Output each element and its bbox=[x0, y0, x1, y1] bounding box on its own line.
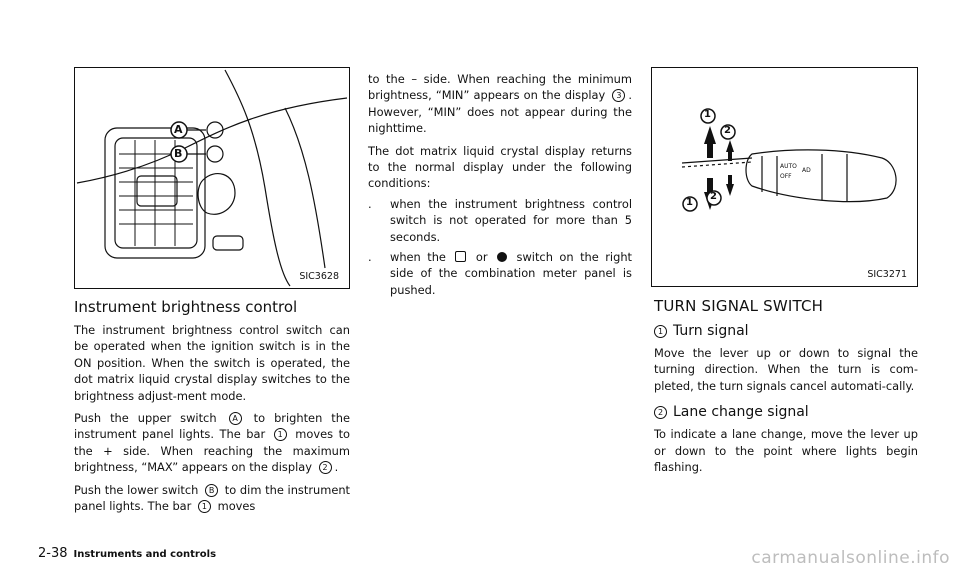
bullet-mark: . bbox=[368, 196, 372, 211]
right-column bbox=[654, 297, 918, 475]
ref-a: A bbox=[229, 412, 242, 425]
middle-column bbox=[368, 71, 632, 298]
section-name: Instruments and controls bbox=[73, 549, 217, 560]
ref-1: 1 bbox=[654, 325, 667, 338]
ref-2: 2 bbox=[319, 461, 332, 474]
bullet-item bbox=[368, 196, 632, 245]
text: Push the lower switch bbox=[74, 482, 199, 497]
figure-turn-signal-lever bbox=[651, 67, 918, 287]
text: to the – side. When reaching the minimum brightness, “MIN” appears on the display bbox=[368, 72, 632, 103]
section-heading: Instrument brightness control bbox=[74, 298, 298, 316]
text: to brighten the instrument panel lights. The bar bbox=[74, 411, 351, 442]
dashboard-illustration bbox=[75, 68, 349, 288]
svg-text:OFF: OFF bbox=[780, 173, 792, 180]
figure-code: SIC3271 bbox=[867, 269, 907, 280]
bullet-text: when the instrument brightness control switch is not operated for more than 5 seconds. bbox=[390, 196, 632, 244]
figure-brightness-switch bbox=[74, 67, 350, 289]
callout-a: A bbox=[174, 123, 183, 136]
ref-1: 1 bbox=[198, 500, 211, 513]
subheading-text: Lane change signal bbox=[673, 404, 809, 421]
subheading-turn-signal bbox=[654, 323, 918, 339]
text: moves to the + side. When reaching the maximum brightness, “MAX” appears on the display bbox=[74, 427, 351, 475]
display-button-icon bbox=[455, 251, 466, 262]
reset-button-icon bbox=[497, 252, 507, 262]
callout-b: B bbox=[174, 147, 183, 160]
text: . However, “MIN” does not appear during the nighttime. bbox=[368, 88, 633, 136]
callout-2-up: 2 bbox=[724, 125, 731, 136]
page-number: 2-38 bbox=[38, 546, 68, 561]
text: moves bbox=[217, 499, 256, 514]
bullet-text: switch on the right side of the combination meter panel is pushed. bbox=[390, 250, 633, 297]
bullet-mark: . bbox=[368, 250, 372, 265]
section-heading: TURN SIGNAL SWITCH bbox=[654, 297, 824, 315]
bullet-text: or bbox=[475, 250, 488, 265]
ref-b: B bbox=[205, 484, 218, 497]
figure-code: SIC3628 bbox=[299, 271, 339, 282]
ref-1: 1 bbox=[274, 428, 287, 441]
svg-text:AUTO: AUTO bbox=[780, 163, 797, 170]
callout-2-down: 2 bbox=[710, 191, 717, 202]
callout-1-down: 1 bbox=[686, 197, 693, 208]
page-footer bbox=[38, 546, 216, 561]
paragraph: The dot matrix liquid crystal display returns to the normal display under the following conditions: bbox=[368, 143, 632, 191]
text: Push the upper switch bbox=[74, 411, 217, 426]
svg-text:AD: AD bbox=[802, 167, 811, 174]
paragraph bbox=[74, 410, 350, 476]
subheading-text: Turn signal bbox=[673, 323, 749, 339]
bullet-text: when the bbox=[390, 250, 446, 265]
paragraph: To indicate a lane change, move the lever up or down to the point where lights begin flashing. bbox=[654, 427, 918, 475]
paragraph: The instrument brightness control switch can be operated when the ignition switch is in the ON position. When the switch is operated, the dot matrix liquid crystal display switches to the brightness adjust-ment mode. bbox=[74, 323, 350, 403]
text: to dim the instrument panel lights. The bar bbox=[74, 482, 351, 514]
ref-3: 3 bbox=[612, 89, 625, 102]
text: . bbox=[334, 460, 339, 475]
watermark: carmanualsonline.info bbox=[751, 548, 950, 568]
left-column bbox=[74, 298, 350, 514]
bullet-item bbox=[368, 249, 632, 298]
paragraph bbox=[368, 71, 632, 137]
ref-2: 2 bbox=[654, 406, 667, 419]
turn-signal-illustration bbox=[652, 68, 917, 286]
callout-1-up: 1 bbox=[704, 109, 711, 120]
paragraph bbox=[74, 482, 350, 515]
paragraph: Move the lever up or down to signal the turning direction. When the turn is com-pleted, the turn signals cancel automati-cally. bbox=[654, 346, 918, 393]
subheading-lane-change bbox=[654, 404, 918, 420]
